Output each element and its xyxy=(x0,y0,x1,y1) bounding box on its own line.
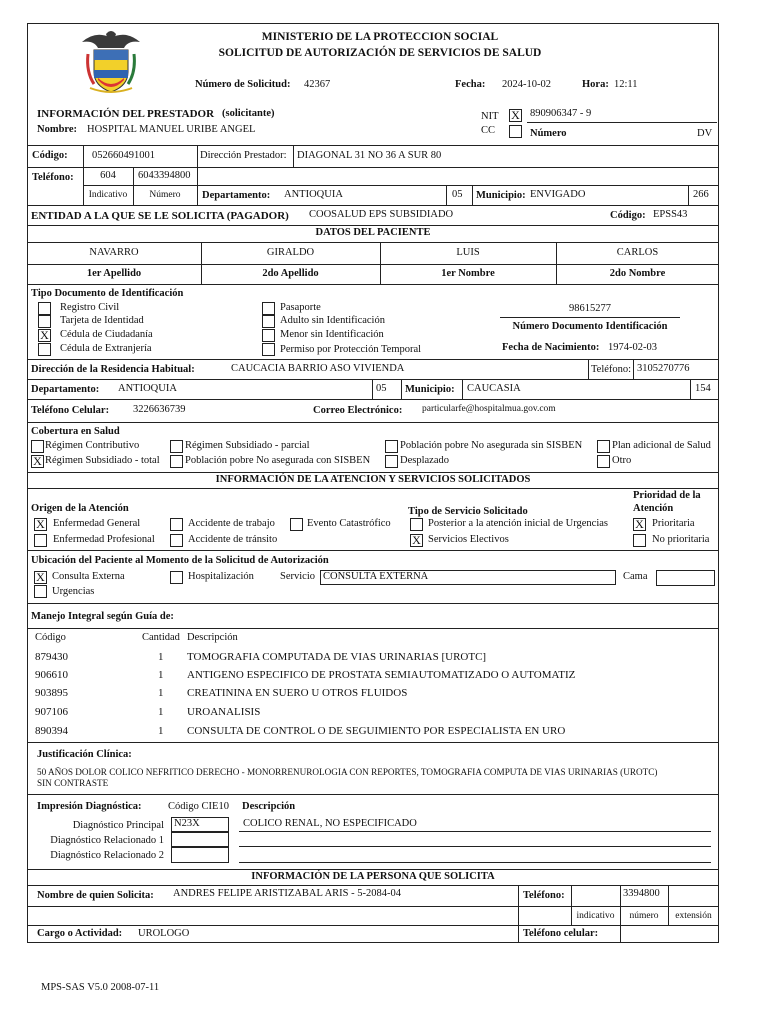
patient-last-name-1: NAVARRO xyxy=(89,247,139,258)
principal-diagnosis-code: N23X xyxy=(174,818,200,829)
origin-title: Origen de la Atención xyxy=(31,503,129,514)
id-number-caption: Número Documento Identificación xyxy=(512,321,668,332)
service-type-title: Tipo de Servicio Solicitado xyxy=(408,506,528,517)
residence-label: Dirección de la Residencia Habitual: xyxy=(31,364,195,375)
posterior-urgencias-checkbox[interactable] xyxy=(410,518,423,531)
otro-checkbox[interactable] xyxy=(597,455,610,468)
plan-adicional-checkbox[interactable] xyxy=(597,440,610,453)
service-value: CONSULTA EXTERNA xyxy=(323,571,429,582)
tarjeta-label: Tarjeta de Identidad xyxy=(60,315,144,326)
id-type-title: Tipo Documento de Identificación xyxy=(31,288,184,299)
service-code: 906610 xyxy=(35,669,68,681)
patient-section-title: DATOS DEL PACIENTE xyxy=(315,227,431,238)
payer-code-label: Código: xyxy=(610,210,646,221)
permiso-checkbox[interactable] xyxy=(262,343,275,356)
role-value: UROLOGO xyxy=(138,928,190,939)
requester-section-title: INFORMACIÓN DE LA PERSONA QUE SOLICITA xyxy=(251,871,495,882)
registro-civil-checkbox[interactable] xyxy=(38,302,51,315)
location-title: Ubicación del Paciente al Momento de la Solicitud de Autorización xyxy=(31,555,329,566)
service-qty: 1 xyxy=(158,706,164,718)
enfermedad-profesional-checkbox[interactable] xyxy=(34,534,47,547)
request-number-label: Número de Solicitud: xyxy=(195,79,291,90)
pobre-con-sisben-checkbox[interactable] xyxy=(170,455,183,468)
consulta-externa-label: Consulta Externa xyxy=(52,571,125,582)
cell-value: 3226636739 xyxy=(133,404,186,415)
colombia-coat-of-arms-icon xyxy=(78,28,144,96)
dv-label: DV xyxy=(697,128,713,139)
ministry-title: MINISTERIO DE LA PROTECCION SOCIAL xyxy=(261,31,499,43)
patient-department-label: Departamento: xyxy=(31,384,100,395)
services-title: Manejo Integral según Guía de: xyxy=(31,611,174,622)
enfermedad-profesional-label: Enfermedad Profesional xyxy=(53,534,155,545)
service-label: Servicio xyxy=(280,571,315,582)
services-code-header: Código xyxy=(35,632,66,643)
first-name-1-caption: 1er Nombre xyxy=(441,268,495,279)
service-code: 907106 xyxy=(35,706,68,718)
service-code: 890394 xyxy=(35,725,68,737)
justification-line-2: SIN CONTRASTE xyxy=(37,778,109,788)
desplazado-checkbox[interactable] xyxy=(385,455,398,468)
service-desc: CREATININA EN SUERO U OTROS FLUIDOS xyxy=(187,687,408,699)
service-qty: 1 xyxy=(158,651,164,663)
subsidiado-total-checkbox[interactable]: X xyxy=(31,455,44,468)
hospitalizacion-checkbox[interactable] xyxy=(170,571,183,584)
provider-municipality-value: ENVIGADO xyxy=(530,189,586,200)
no-prioritaria-label: No prioritaria xyxy=(652,534,710,545)
cie10-header: Código CIE10 xyxy=(168,801,229,812)
provider-phone-label: Teléfono: xyxy=(32,172,74,183)
justification-label: Justificación Clínica: xyxy=(37,749,132,760)
diagnosis-desc-header: Descripción xyxy=(242,801,296,812)
nit-label: NIT xyxy=(481,111,499,122)
email-value: particularfe@hospitalmua.gov.com xyxy=(422,404,556,414)
provider-address-value: DIAGONAL 31 NO 36 A SUR 80 xyxy=(297,150,442,161)
residence-value: CAUCACIA BARRIO ASO VIVIENDA xyxy=(231,363,405,374)
service-code: 903895 xyxy=(35,687,68,699)
last-name-2-caption: 2do Apellido xyxy=(262,268,319,279)
provider-name-label: Nombre: xyxy=(37,124,78,135)
payer-label: ENTIDAD A LA QUE SE LE SOLICITA (PAGADOR) xyxy=(31,210,289,222)
time-value: 12:11 xyxy=(614,79,638,90)
pobre-sin-sisben-checkbox[interactable] xyxy=(385,440,398,453)
plan-adicional-label: Plan adicional de Salud xyxy=(612,440,711,451)
service-code: 879430 xyxy=(35,651,68,663)
payer-name: COOSALUD EPS SUBSIDIADO xyxy=(309,209,454,220)
patient-municipality-value: CAUCASIA xyxy=(467,383,521,394)
cedula-ext-label: Cédula de Extranjería xyxy=(60,343,152,354)
last-name-1-caption: 1er Apellido xyxy=(86,268,142,279)
provider-municipality-code: 266 xyxy=(693,189,709,200)
prioritaria-label: Prioritaria xyxy=(652,518,695,529)
permiso-label: Permiso por Protección Temporal xyxy=(280,344,422,355)
service-desc: ANTIGENO ESPECIFICO DE PROSTATA SEMIAUTOMATIZADO O AUTOMATIZ xyxy=(187,669,576,681)
provider-section-subtitle: (solicitante) xyxy=(222,108,275,119)
provider-code-label: Código: xyxy=(32,150,68,161)
accidente-trabajo-checkbox[interactable] xyxy=(170,518,183,531)
principal-diagnosis-label: Diagnóstico Principal xyxy=(72,820,164,831)
cell-label: Teléfono Celular: xyxy=(31,405,110,416)
related-diagnosis-1-label: Diagnóstico Relacionado 1 xyxy=(50,835,164,846)
hospitalizacion-label: Hospitalización xyxy=(188,571,254,582)
related-diagnosis-1-code-field[interactable] xyxy=(171,832,229,847)
related-diagnosis-2-code-field[interactable] xyxy=(171,847,229,863)
patient-phone-label: Teléfono: xyxy=(591,364,632,375)
service-qty: 1 xyxy=(158,725,164,737)
birth-date-value: 1974-02-03 xyxy=(608,342,657,353)
cedula-checkbox[interactable]: X xyxy=(38,329,51,342)
otro-label: Otro xyxy=(612,455,632,466)
role-label: Cargo o Actividad: xyxy=(37,928,123,939)
nit-value: 890906347 - 9 xyxy=(530,108,592,119)
patient-phone-value: 3105270776 xyxy=(637,363,690,374)
accidente-transito-checkbox[interactable] xyxy=(170,534,183,547)
payer-code-value: EPSS43 xyxy=(653,209,688,220)
time-label: Hora: xyxy=(582,79,609,90)
service-qty: 1 xyxy=(158,669,164,681)
requester-number-caption: número xyxy=(629,911,659,921)
bed-field[interactable] xyxy=(656,570,715,586)
servicios-electivos-checkbox[interactable]: X xyxy=(410,534,423,547)
requester-phone-label: Teléfono: xyxy=(523,890,565,901)
number-label: Número xyxy=(530,128,567,139)
tarjeta-checkbox[interactable] xyxy=(38,315,51,328)
requester-indicative-caption: indicativo xyxy=(576,911,615,921)
principal-diagnosis-desc: COLICO RENAL, NO ESPECIFICADO xyxy=(243,818,417,829)
no-prioritaria-checkbox[interactable] xyxy=(633,534,646,547)
service-qty: 1 xyxy=(158,687,164,699)
date-label: Fecha: xyxy=(455,79,486,90)
first-name-2-caption: 2do Nombre xyxy=(609,268,666,279)
diagnosis-label: Impresión Diagnóstica: xyxy=(37,801,142,812)
nit-checkbox[interactable]: X xyxy=(509,109,522,122)
priority-title-1: Prioridad de la xyxy=(633,490,701,501)
subsidiado-parcial-label: Régimen Subsidiado - parcial xyxy=(185,440,310,451)
patient-last-name-2: GIRALDO xyxy=(266,247,315,258)
id-number-value: 98615277 xyxy=(569,303,611,314)
cc-checkbox[interactable] xyxy=(509,125,522,138)
related-diagnosis-2-label: Diagnóstico Relacionado 2 xyxy=(50,850,164,861)
priority-title-2: Atención xyxy=(633,503,674,514)
provider-municipality-label: Municipio: xyxy=(476,190,526,201)
menor-sin-label: Menor sin Identificación xyxy=(280,329,384,340)
cedula-label: Cédula de Ciudadanía xyxy=(60,329,153,340)
indicative-caption: Indicativo xyxy=(88,190,128,200)
consulta-externa-checkbox[interactable]: X xyxy=(34,571,47,584)
services-desc-header: Descripción xyxy=(187,632,238,643)
patient-municipality-code: 154 xyxy=(695,383,711,394)
contributivo-checkbox[interactable] xyxy=(31,440,44,453)
accidente-transito-label: Accidente de tránsito xyxy=(188,534,278,545)
patient-department-code: 05 xyxy=(376,383,387,394)
services-qty-header: Cantidad xyxy=(142,632,180,643)
accidente-trabajo-label: Accidente de trabajo xyxy=(188,518,275,529)
subsidiado-parcial-checkbox[interactable] xyxy=(170,440,183,453)
contributivo-label: Régimen Contributivo xyxy=(45,440,140,451)
provider-code-value: 052660491001 xyxy=(92,150,155,161)
patient-first-name-1: LUIS xyxy=(456,247,480,258)
posterior-urgencias-label: Posterior a la atención inicial de Urgencias xyxy=(428,518,608,529)
provider-department-code: 05 xyxy=(452,189,463,200)
provider-section-title: INFORMACIÓN DEL PRESTADOR xyxy=(37,108,215,120)
service-desc: CONSULTA DE CONTROL O DE SEGUIMIENTO POR ESPECIALISTA EN URO xyxy=(187,725,566,737)
enfermedad-general-label: Enfermedad General xyxy=(53,518,141,529)
desplazado-label: Desplazado xyxy=(400,455,449,466)
number-caption: Número xyxy=(149,190,181,200)
bed-label: Cama xyxy=(623,571,648,582)
request-number-value: 42367 xyxy=(304,79,331,90)
adulto-sin-label: Adulto sin Identificación xyxy=(280,315,385,326)
patient-first-name-2: CARLOS xyxy=(616,247,659,258)
patient-municipality-label: Municipio: xyxy=(405,384,455,395)
pasaporte-checkbox[interactable] xyxy=(262,302,275,315)
service-desc: TOMOGRAFIA COMPUTADA DE VIAS URINARIAS [UROTC] xyxy=(187,651,487,663)
evento-catastrofico-checkbox[interactable] xyxy=(290,518,303,531)
form-title: SOLICITUD DE AUTORIZACIÓN DE SERVICIOS DE SALUD xyxy=(218,47,542,59)
menor-sin-checkbox[interactable] xyxy=(262,329,275,342)
urgencias-label: Urgencias xyxy=(52,586,95,597)
requester-cell-label: Teléfono celular: xyxy=(523,928,599,939)
provider-department-value: ANTIOQUIA xyxy=(284,189,343,200)
requester-name-value: ANDRES FELIPE ARISTIZABAL ARIS - 5-2084-04 xyxy=(173,888,401,899)
pobre-con-sisben-label: Población pobre No asegurada con SISBEN xyxy=(185,455,371,466)
patient-department-value: ANTIOQUIA xyxy=(118,383,177,394)
service-desc: UROANALISIS xyxy=(187,706,261,718)
registro-civil-label: Registro Civil xyxy=(60,302,120,313)
pobre-sin-sisben-label: Población pobre No asegurada sin SISBEN xyxy=(400,440,583,451)
cc-label: CC xyxy=(481,125,496,136)
provider-name-value: HOSPITAL MANUEL URIBE ANGEL xyxy=(87,124,256,135)
subsidiado-total-label: Régimen Subsidiado - total xyxy=(45,455,160,466)
provider-department-label: Departamento: xyxy=(202,190,271,201)
attention-section-title: INFORMACIÓN DE LA ATENCION Y SERVICIOS SOLICITADOS xyxy=(215,474,531,485)
evento-catastrofico-label: Evento Catastrófico xyxy=(307,518,391,529)
justification-line-1: 50 AÑOS DOLOR COLICO NEFRITICO DERECHO - MONORRENUROLOGIA CON REPORTES, TOMOGRAFIA COMPUTA DE VIAS URINARIAS (UROTC) xyxy=(37,767,658,777)
provider-phone-indicative: 604 xyxy=(100,170,116,181)
requester-extension-caption: extensión xyxy=(675,911,712,921)
servicios-electivos-label: Servicios Electivos xyxy=(428,534,509,545)
prioritaria-checkbox[interactable]: X xyxy=(633,518,646,531)
pasaporte-label: Pasaporte xyxy=(280,302,321,313)
provider-address-label: Dirección Prestador: xyxy=(200,150,287,161)
enfermedad-general-checkbox[interactable]: X xyxy=(34,518,47,531)
birth-date-label: Fecha de Nacimiento: xyxy=(502,342,600,353)
urgencias-checkbox[interactable] xyxy=(34,585,47,598)
email-label: Correo Electrónico: xyxy=(313,405,403,416)
coverage-title: Cobertura en Salud xyxy=(31,426,120,437)
provider-phone-number: 6043394800 xyxy=(138,170,191,181)
requester-name-label: Nombre de quien Solicita: xyxy=(37,890,154,901)
cedula-ext-checkbox[interactable] xyxy=(38,343,51,356)
date-value: 2024-10-02 xyxy=(502,79,551,90)
adulto-sin-checkbox[interactable] xyxy=(262,315,275,328)
form-version: MPS-SAS V5.0 2008-07-11 xyxy=(41,982,160,993)
requester-phone-number: 3394800 xyxy=(623,888,660,899)
